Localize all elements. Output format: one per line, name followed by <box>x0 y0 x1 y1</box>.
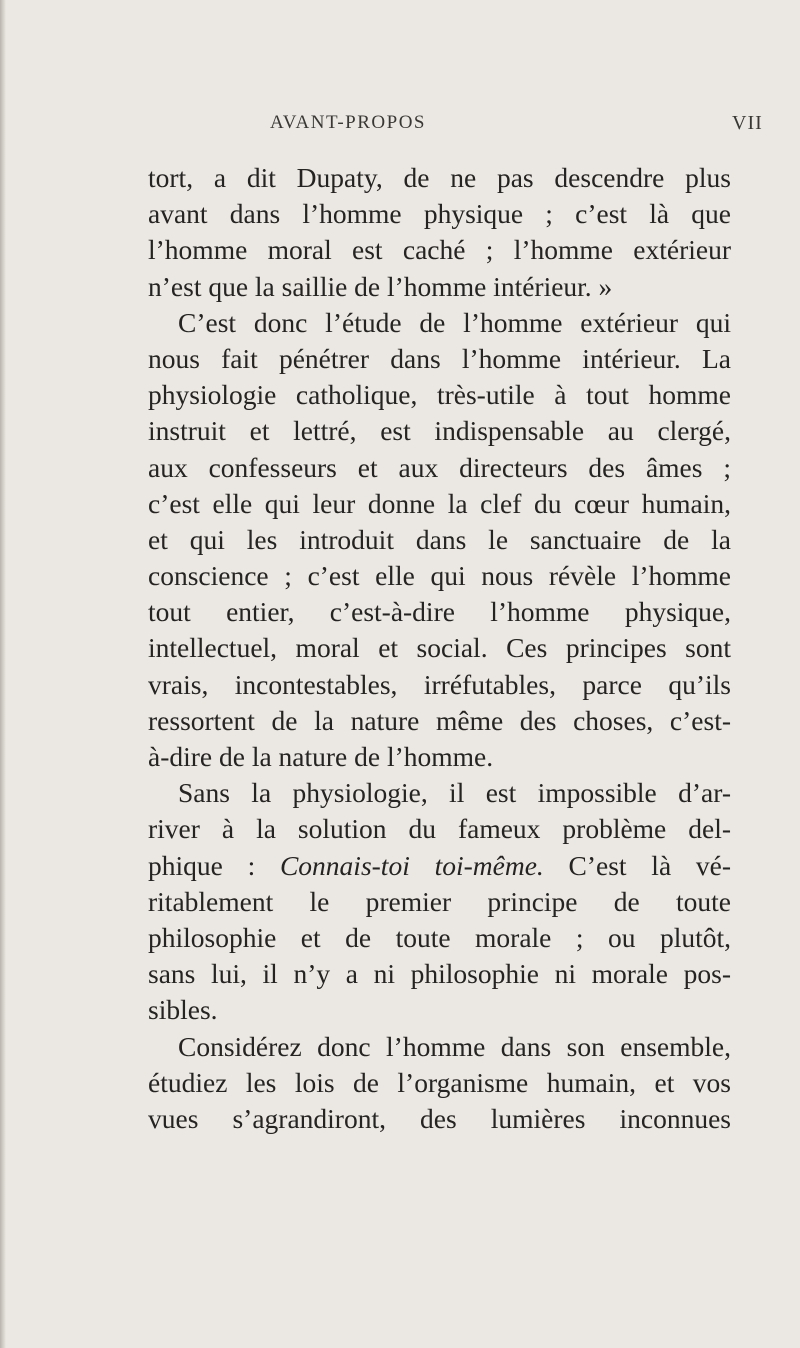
page-number: VII <box>732 112 763 134</box>
text-line: tort, a dit Dupaty, de ne pas descendre plus <box>148 162 731 193</box>
text-line <box>148 848 731 884</box>
text-line: Considérez donc l’homme dans son ensemble, <box>178 1030 731 1062</box>
running-head <box>0 112 800 142</box>
text-segment: phique : <box>148 849 280 881</box>
text-line: avant dans l’homme physique ; c’est là que <box>148 198 731 230</box>
text-line: Sans la physiologie, il est impossible d’ar- <box>178 777 731 809</box>
text-line: à-dire de la nature de l’homme. <box>148 741 494 772</box>
text-line: instruit et lettré, est indispensable au clergé, <box>148 415 731 447</box>
text-line: et qui les introduit dans le sanctuaire de la <box>148 523 731 555</box>
text-segment: C’est là vé- <box>543 849 731 881</box>
text-line: philosophie et de toute morale ; ou plutôt, <box>148 921 731 953</box>
text-line: vues s’agrandiront, des lumières inconnues <box>148 1102 731 1134</box>
text-line: ressortent de la nature même des choses, c’est- <box>148 704 731 736</box>
text-line: ritablement le premier principe de toute <box>148 885 731 917</box>
text-line: nous fait pénétrer dans l’homme intérieur. La <box>148 342 731 374</box>
text-line: aux confesseurs et aux directeurs des âmes ; <box>148 451 731 483</box>
text-line: physiologie catholique, très-utile à tout homme <box>148 379 731 411</box>
text-line: sans lui, il n’y a ni philosophie ni morale pos- <box>148 958 731 990</box>
italic-quote: Connais-toi toi-même. <box>279 849 544 881</box>
text-line: conscience ; c’est elle qui nous révèle l’homme <box>148 560 731 592</box>
text-line: n’est que la saillie de l’homme intérieur. » <box>148 270 613 302</box>
running-title: AVANT-PROPOS <box>270 112 426 133</box>
text-line: l’homme moral est caché ; l’homme extérieur <box>148 234 731 266</box>
text-line: intellectuel, moral et social. Ces principes sont <box>148 632 731 664</box>
text-line: vrais, incontestables, irréfutables, parce qu’ils <box>148 668 731 700</box>
text-line: c’est elle qui leur donne la clef du cœur humain, <box>148 487 731 519</box>
body-text <box>148 160 731 1137</box>
binding-edge <box>0 0 6 1348</box>
text-line: tout entier, c’est-à-dire l’homme physique, <box>148 596 731 628</box>
text-line: sibles. <box>148 994 218 1026</box>
text-line: river à la solution du fameux problème del- <box>148 813 731 845</box>
text-line: C’est donc l’étude de l’homme extérieur qui <box>178 306 731 338</box>
text-line: étudiez les lois de l’organisme humain, et vos <box>148 1066 731 1098</box>
